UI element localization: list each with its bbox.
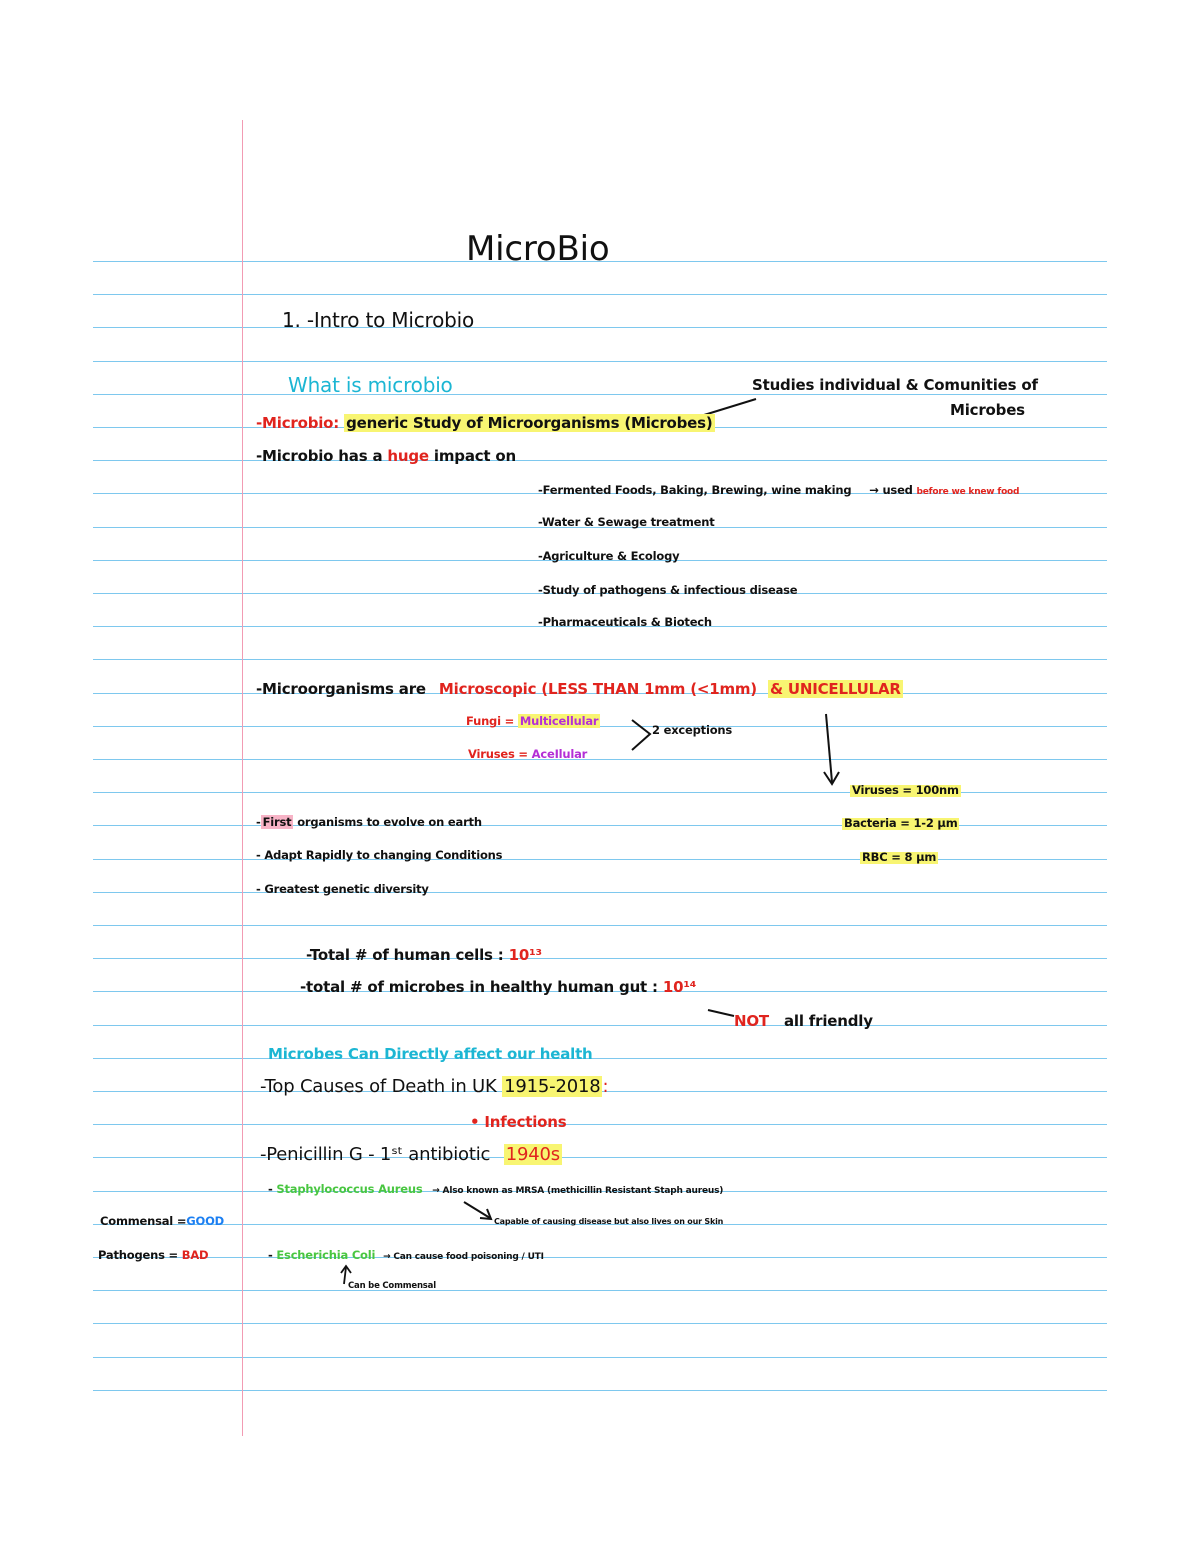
side-note-pathogens <box>98 1250 208 1262</box>
ruled-line <box>93 1390 1107 1391</box>
commensal-value: GOOD <box>186 1214 225 1228</box>
ruled-line <box>93 859 1107 860</box>
fermented-red-text: before we knew food <box>916 487 1020 497</box>
ruled-line <box>93 1157 1107 1158</box>
ruled-line <box>93 294 1107 295</box>
ecoli-subnote: Can be Commensal <box>348 1281 436 1291</box>
not-friendly-note <box>734 1014 873 1029</box>
ruled-line <box>93 1357 1107 1358</box>
total-cells-line <box>306 948 542 963</box>
first-organisms-line <box>256 817 482 829</box>
impact-item-text: -Fermented Foods, Baking, Brewing, wine making <box>538 483 852 497</box>
first-suffix: organisms to evolve on earth <box>297 815 482 829</box>
pathogens-label: Pathogens = <box>98 1248 178 1262</box>
connector-line <box>706 1004 736 1020</box>
total-microbes-value: 10¹⁴ <box>662 978 697 996</box>
genetic-line: - Greatest genetic diversity <box>256 882 429 896</box>
viruses-eq: = <box>518 747 528 761</box>
penicillin-prefix: -Penicillin G - 1ˢᵗ antibiotic <box>260 1144 491 1165</box>
microscopic-text: Microscopic (LESS THAN 1mm (<1mm) <box>438 680 757 698</box>
microorganisms-prefix: -Microorganisms are <box>256 680 426 698</box>
fungi-line <box>466 716 600 728</box>
impact-huge: huge <box>387 447 429 465</box>
brace-arrow <box>630 716 654 754</box>
total-cells-value: 10¹³ <box>508 946 542 964</box>
ecoli-line <box>268 1250 544 1262</box>
fungi-value: Multicellular <box>519 714 599 728</box>
microbes-health-heading: Microbes Can Directly affect our health <box>268 1045 593 1063</box>
adapt-line: - Adapt Rapidly to changing Conditions <box>256 848 503 862</box>
ecoli-prefix: - <box>268 1248 273 1262</box>
viruses-line <box>468 749 587 761</box>
impact-item: -Study of pathogens & infectious disease <box>538 583 798 597</box>
size-item: Viruses = 100nm <box>852 783 959 797</box>
commensal-label: Commensal = <box>100 1214 187 1228</box>
ruled-line <box>93 361 1107 362</box>
impact-item: -Water & Sewage treatment <box>538 515 715 529</box>
ecoli-name: Escherichia Coli <box>276 1248 376 1262</box>
top-causes-colon: : <box>602 1076 609 1097</box>
total-microbes-line <box>300 980 696 995</box>
total-microbes-prefix: -total # of microbes in healthy human gut : <box>300 978 658 996</box>
not-word: NOT <box>734 1012 769 1030</box>
impact-item: -Pharmaceuticals & Biotech <box>538 615 712 629</box>
ruled-line <box>93 327 1107 328</box>
microorganisms-line <box>256 682 903 697</box>
microbio-definition: generic Study of Microorganisms (Microbes) <box>346 414 713 432</box>
studies-note-line1: Studies individual & Comunities of <box>752 376 1038 394</box>
ruled-line <box>93 1323 1107 1324</box>
infections-item: • Infections <box>470 1113 567 1131</box>
total-cells-prefix: -Total # of human cells : <box>306 946 504 964</box>
ruled-line <box>93 892 1107 893</box>
viruses-label: Viruses <box>468 747 515 761</box>
viruses-value: AceIlular <box>531 747 588 761</box>
unicellular-text: & UNICELLULAR <box>770 680 901 698</box>
section-heading: 1. -Intro to Microbio <box>282 308 475 332</box>
impact-line <box>256 449 516 464</box>
penicillin-line <box>260 1146 562 1164</box>
not-friendly-rest: all friendly <box>783 1012 873 1030</box>
top-causes-years: 1915-2018 <box>504 1076 601 1097</box>
ruled-line <box>93 1025 1107 1026</box>
top-causes-line <box>260 1078 608 1096</box>
staph-prefix: - <box>268 1182 273 1196</box>
microbio-label: -Microbio: <box>256 414 340 432</box>
what-is-heading: What is microbio <box>288 373 453 397</box>
impact-suffix: impact on <box>433 447 517 465</box>
ruled-line <box>93 1124 1107 1125</box>
size-item: RBC = 8 µm <box>862 850 937 864</box>
ruled-line <box>93 460 1107 461</box>
impact-prefix: -Microbio has a <box>256 447 383 465</box>
staph-name: Staphylococcus Aureus <box>276 1182 423 1196</box>
ruled-line <box>93 925 1107 926</box>
size-item: Bacteria = 1-2 µm <box>844 816 958 830</box>
pathogens-value: BAD <box>181 1248 209 1262</box>
down-arrow <box>818 710 848 788</box>
penicillin-year: 1940s <box>505 1144 560 1165</box>
ruled-line <box>93 759 1107 760</box>
microbio-definition-line <box>256 416 715 431</box>
ruled-line <box>93 1058 1107 1059</box>
ecoli-arrow-text: → Can cause food poisoning / UTI <box>383 1252 544 1262</box>
impact-item <box>538 485 1019 497</box>
impact-item: -Agriculture & Ecology <box>538 549 680 563</box>
sub-arrow <box>460 1198 496 1224</box>
top-causes-prefix: -Top Causes of Death in UK <box>260 1076 497 1097</box>
page-title: MicroBio <box>466 229 610 269</box>
fungi-label: Fungi <box>466 714 501 728</box>
exceptions-note: 2 exceptions <box>652 723 733 737</box>
ruled-line <box>93 394 1107 395</box>
side-note-commensal <box>100 1216 224 1228</box>
ruled-line <box>93 958 1107 959</box>
first-highlight: First <box>262 815 292 829</box>
studies-note-line2: Microbes <box>950 401 1025 419</box>
staph-line <box>268 1184 723 1196</box>
fungi-eq: = <box>504 714 515 728</box>
margin-line <box>242 120 243 1436</box>
staph-subnote: Capable of causing disease but also lives on our Skin <box>494 1217 724 1226</box>
fermented-arrow-text: → used <box>869 483 913 497</box>
staph-arrow-text: → Also known as MRSA (methicillin Resistant Staph aureus) <box>432 1186 724 1196</box>
first-prefix: - <box>256 815 261 829</box>
ruled-line <box>93 659 1107 660</box>
ruled-line <box>93 1290 1107 1291</box>
ruled-line <box>93 1257 1107 1258</box>
